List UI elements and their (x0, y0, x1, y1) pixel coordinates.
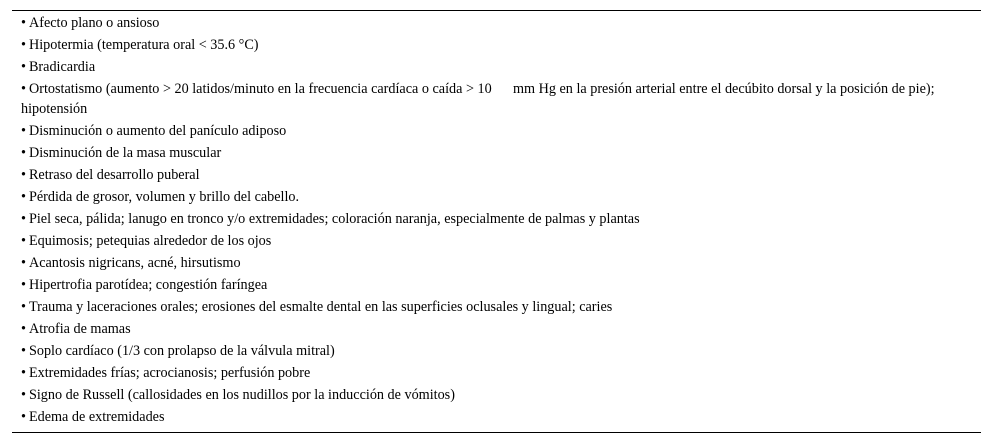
bullet: • (21, 15, 26, 31)
bullet: • (21, 59, 26, 75)
bullet: • (21, 189, 26, 205)
item-text: Retraso del desarrollo puberal (28, 167, 200, 183)
bullet: • (21, 299, 26, 315)
list-item (21, 79, 941, 119)
bullet: • (21, 145, 26, 161)
list-item (21, 253, 941, 273)
item-text: Equimosis; petequias alrededor de los ojos (28, 233, 272, 249)
list-item (21, 57, 941, 77)
bullet: • (21, 37, 26, 53)
item-text: Extremidades frías; acrocianosis; perfusión pobre (28, 365, 311, 381)
bullet: • (21, 123, 26, 139)
item-text: Bradicardia (28, 59, 96, 75)
bullet: • (21, 387, 26, 403)
item-text: Edema de extremidades (28, 409, 165, 425)
bullet: • (21, 321, 26, 337)
list-item (21, 35, 941, 55)
list-item (21, 209, 941, 229)
item-text: Trauma y laceraciones orales; erosiones del esmalte dental en las superficies oclusales y lingual; caries (28, 299, 613, 315)
findings-list (21, 13, 941, 429)
list-item (21, 165, 941, 185)
bullet: • (21, 81, 26, 97)
list-item (21, 187, 941, 207)
item-text: Hipertrofia parotídea; congestión faríngea (28, 277, 268, 293)
list-item (21, 407, 941, 427)
bullet: • (21, 167, 26, 183)
bullet: • (21, 409, 26, 425)
item-text: Atrofia de mamas (28, 321, 131, 337)
item-text: Piel seca, pálida; lanugo en tronco y/o extremidades; coloración naranja, especialmente de palmas y plantas (28, 211, 640, 227)
list-item (21, 363, 941, 383)
item-text: Hipotermia (temperatura oral < 35.6 °C) (28, 37, 259, 53)
list-item (21, 231, 941, 251)
list-item (21, 121, 941, 141)
bullet: • (21, 343, 26, 359)
list-item (21, 319, 941, 339)
item-text: Signo de Russell (callosidades en los nudillos por la inducción de vómitos) (28, 387, 455, 403)
item-text: Disminución o aumento del panículo adiposo (28, 123, 287, 139)
bullet: • (21, 277, 26, 293)
list-item (21, 13, 941, 33)
item-text: Pérdida de grosor, volumen y brillo del cabello. (28, 189, 300, 205)
list-item (21, 385, 941, 405)
item-text: Soplo cardíaco (1/3 con prolapso de la válvula mitral) (28, 343, 335, 359)
item-text: Ortostatismo (aumento > 20 latidos/minuto en la frecuencia cardíaca o caída > 10 mm Hg en la presión arterial entre el decúbito dorsal y la posición de pie); hipotensión (21, 81, 935, 117)
findings-table (12, 10, 981, 433)
bullet: • (21, 233, 26, 249)
item-text: Disminución de la masa muscular (28, 145, 222, 161)
list-item (21, 143, 941, 163)
list-item (21, 297, 941, 317)
item-text: Acantosis nigricans, acné, hirsutismo (28, 255, 241, 271)
bullet: • (21, 255, 26, 271)
bullet: • (21, 211, 26, 227)
bullet: • (21, 365, 26, 381)
list-item (21, 275, 941, 295)
list-item (21, 341, 941, 361)
item-text: Afecto plano o ansioso (28, 15, 160, 31)
